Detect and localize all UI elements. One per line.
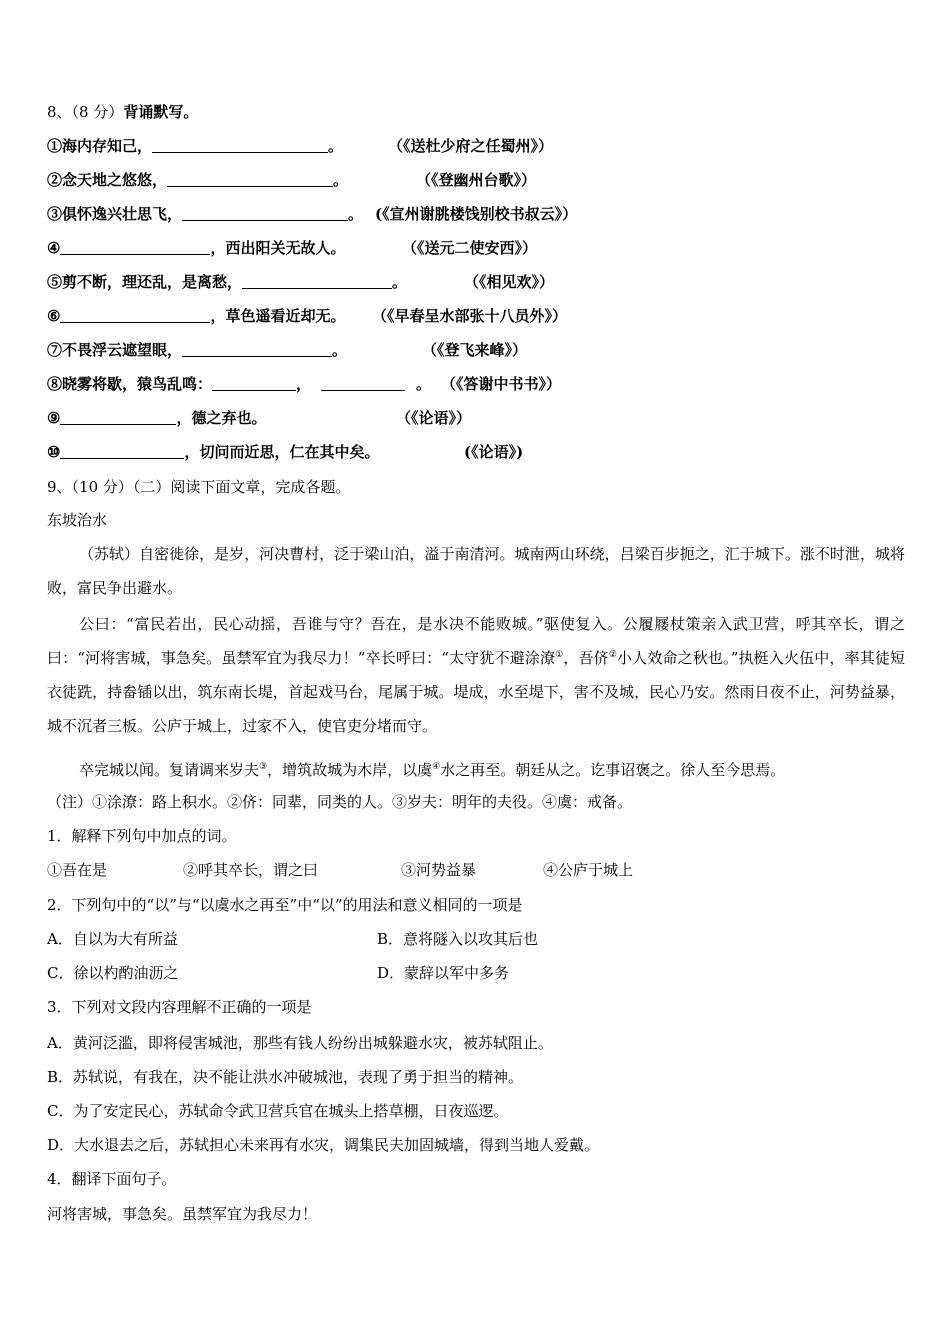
q8-item-9: ⑨ ，德之弃也。	[47, 409, 267, 427]
answer-blank[interactable]	[152, 137, 328, 153]
q8-item-7-text: ⑦不畏浮云遮望眼，	[47, 341, 183, 359]
sub2-option-c[interactable]: C．徐以杓酌油沥之	[47, 964, 179, 982]
q8-item-4-text: ④	[47, 239, 61, 257]
q8-item-9-text: ⑨	[47, 409, 61, 427]
sub1-item-1: ①吾在是	[47, 861, 108, 879]
q8-item-10-text: ⑩	[47, 443, 61, 461]
sub1-item-2: ②呼其卒长，谓之曰	[183, 861, 319, 879]
sub2-option-b[interactable]: B．意将隧入以攻其后也	[377, 930, 539, 948]
passage-notes: （注）①涂潦：路上积水。②侪：同辈，同类的人。③岁夫：明年的夫役。④虞：戒备。	[47, 793, 633, 811]
passage-paragraph-3: 卒完城以闻。复请调来岁夫③，增筑故城为木岸，以虞④水之再至。朝廷从之。讫事诏褒之。徐人至今思焉。	[79, 761, 786, 779]
sub2-option-d[interactable]: D．蒙辞以军中多务	[377, 964, 510, 982]
sub3-option-a[interactable]: A．黄河泛滥，即将侵害城池，那些有钱人纷纷出城躲避水灾，被苏轼阻止。	[47, 1034, 553, 1052]
answer-blank[interactable]	[60, 409, 176, 425]
q8-item-1-source: （《送杜少府之任蜀州》）	[388, 137, 554, 155]
sub1-title: 1．解释下列句中加点的词。	[47, 827, 237, 845]
sub1-item-4: ④公庐于城上	[543, 861, 634, 879]
q8-item-7-source: （《登飞来峰》）	[422, 341, 528, 359]
q8-item-5: ⑤剪不断，理还乱，是离愁， 。	[47, 273, 408, 291]
q8-item-5-source: （《相见欢》）	[464, 273, 555, 291]
sub4-title: 4．翻译下面句子。	[47, 1170, 177, 1188]
q8-number: 8、（8 分）	[47, 103, 124, 121]
q8-item-4-source: （《送元二使安西》）	[402, 239, 538, 257]
q8-item-4: ④ ，西出阳关无故人。	[47, 239, 346, 257]
q8-item-6-source: （《早春呈水部张十八员外》）	[372, 307, 568, 325]
q8-item-2-source: （《登幽州台歌》）	[416, 171, 537, 189]
sub2-option-a[interactable]: A．自以为大有所益	[47, 930, 178, 948]
q8-header	[47, 101, 198, 123]
passage-paragraph-1: （苏轼）自密徙徐，是岁，河决曹村，泛于梁山泊，溢于南清河。城南两山环绕，吕梁百步扼之，汇于城下。涨不时泄，城将败，富民争出避水。	[47, 545, 905, 597]
answer-blank[interactable]	[182, 341, 332, 357]
passage-title: 东坡治水	[47, 511, 108, 529]
answer-blank[interactable]	[60, 307, 210, 323]
answer-blank[interactable]	[242, 273, 392, 289]
q9-header: 9、（10 分）（二）阅读下面文章，完成各题。	[47, 478, 351, 496]
q8-item-2-text: ②念天地之悠悠，	[47, 171, 168, 189]
answer-blank[interactable]	[60, 443, 184, 459]
q8-item-2: ②念天地之悠悠， 。	[47, 171, 349, 189]
q8-item-7: ⑦不畏浮云遮望眼， 。	[47, 341, 348, 359]
answer-blank[interactable]	[60, 239, 210, 255]
sub3-title: 3．下列对文段内容理解不正确的一项是	[47, 998, 312, 1016]
passage-paragraph-2: 公曰：“富民若出，民心动摇，吾谁与守？吾在，是水决不能败城。”驱使复入。公履屦杖策亲入武卫营，呼其卒长，谓之曰：“河将害城，事急矣。虽禁军宜为我尽力！”卒长呼曰：“太守犹不避涂潦①，吾侪②小人效命之秋也。”执梃入火伍中，率其徒短衣徒跣，持畚锸以出，筑东南长堤，首起戏马台，尾属于城。堤成，水至堤下，害不及城，民心乃安。然雨日夜不止，河势益暴，城不沉者三板。公庐于城上，过家不入，使官吏分堵而守。	[47, 615, 905, 735]
q8-item-10-source: (《论语》)	[464, 443, 524, 461]
sub3-option-b[interactable]: B．苏轼说，有我在，决不能让洪水冲破城池，表现了勇于担当的精神。	[47, 1068, 524, 1086]
sub3-option-d[interactable]: D．大水退去之后，苏轼担心未来再有水灾，调集民夫加固城墙，得到当地人爱戴。	[47, 1136, 600, 1154]
q8-item-1: ①海内存知己， 。	[47, 137, 344, 155]
q8-item-1-text: ①海内存知己，	[47, 137, 153, 155]
q8-item-8-source: （《答谢中书书》）	[441, 375, 562, 393]
answer-blank[interactable]	[212, 375, 296, 391]
q8-item-9-source: （《论语》）	[396, 409, 472, 427]
q8-item-5-text: ⑤剪不断，理还乱，是离愁，	[47, 273, 243, 291]
sub4-sentence: 河将害城，事急矣。虽禁军宜为我尽力！	[47, 1205, 318, 1223]
q8-item-3: ③俱怀逸兴壮思飞， 。	[47, 205, 364, 223]
answer-blank[interactable]	[182, 205, 348, 221]
q8-item-6: ⑥ ，草色遥看近却无。	[47, 307, 346, 325]
q8-title: 背诵默写。	[123, 103, 199, 121]
q8-item-10: ⑩ ，切问而近思，仁在其中矣。	[47, 443, 380, 461]
q8-item-3-source: (《宣州谢朓楼饯别校书叔云》）	[375, 205, 578, 223]
answer-blank[interactable]	[167, 171, 333, 187]
q8-item-8-text: ⑧晓雾将歇，猿鸟乱鸣：	[47, 375, 213, 393]
q8-item-6-text: ⑥	[47, 307, 61, 325]
q8-item-3-text: ③俱怀逸兴壮思飞，	[47, 205, 183, 223]
sub3-option-c[interactable]: C．为了安定民心，苏轼命令武卫营兵官在城头上搭草棚，日夜巡逻。	[47, 1102, 509, 1120]
q8-item-8: ⑧晓雾将歇，猿鸟乱鸣： ， 。	[47, 375, 431, 393]
answer-blank[interactable]	[321, 375, 405, 391]
sub2-title: 2．下列句中的“以”与“以虞水之再至”中“以”的用法和意义相同的一项是	[47, 896, 523, 914]
sub1-item-3: ③河势益暴	[401, 861, 477, 879]
